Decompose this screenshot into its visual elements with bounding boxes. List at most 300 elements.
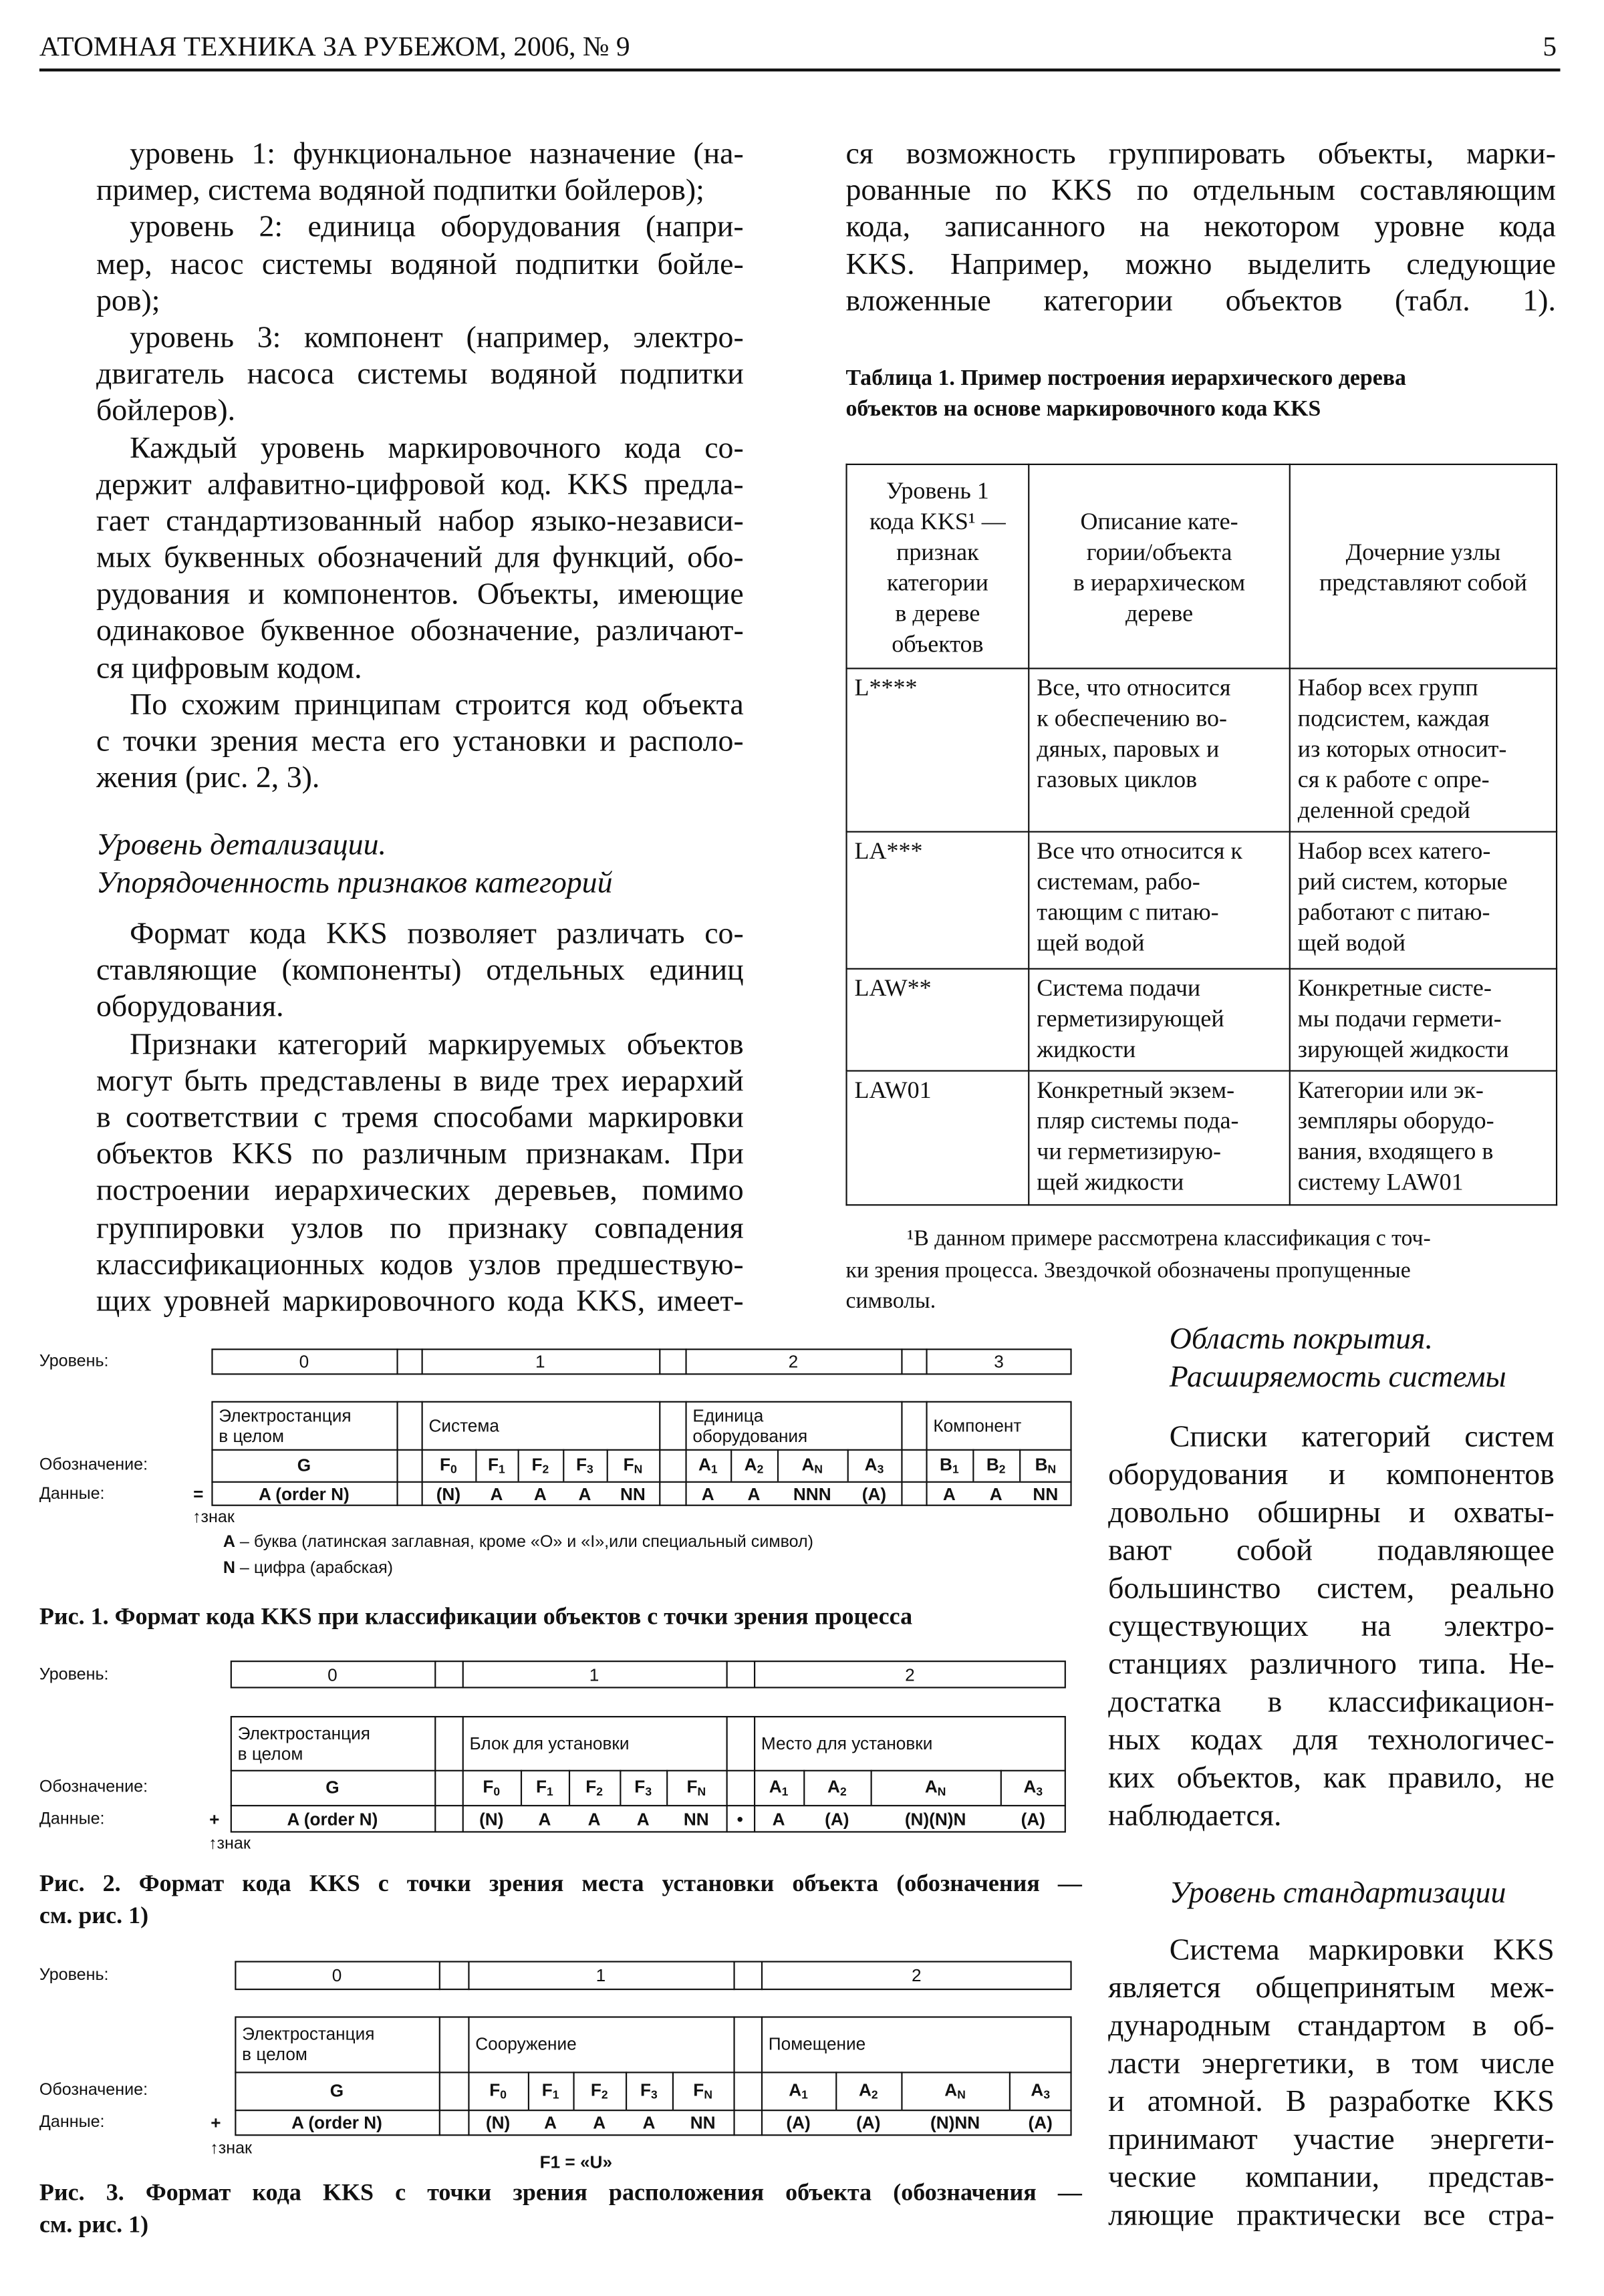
level-number: 1 [589,1664,599,1685]
text-line: рованные по KKS по отдельным составляющим [845,172,1556,208]
designation-symbol [591,2079,608,2102]
cell-divider [468,1961,469,1991]
text-line: уровень 3: компонент (например, электро- [130,319,744,355]
cell-divider [733,1961,734,1991]
cell-divider [396,1348,398,1375]
data-format: NN [1033,1483,1059,1504]
data-format: A (order N) [291,2112,382,2133]
legend-symbol: N [223,1560,235,1578]
data-format: (N) [479,1808,504,1830]
row-divider [231,1805,1066,1806]
cell-divider [439,2016,440,2136]
designation-index: 3 [1036,1785,1043,1799]
designation-index: 2 [998,1463,1006,1477]
sign-note: ↑знак [192,1509,235,1527]
designation-letter: A [744,1454,757,1475]
text-line: в соответствии с тремя способами маркировки [96,1099,744,1135]
group-description: Электростанция в целом [219,1405,352,1446]
cell-divider [761,2016,763,2136]
cell-divider [730,1449,732,1481]
designation-index: 3 [877,1463,884,1477]
text-line: Формат кода KKS позволяет различать со- [130,915,744,951]
designation-index: 0 [493,1785,501,1799]
text-line: мых буквенных обозначений для функций, обо- [96,539,744,575]
text-line: Каждый уровень маркировочного кода со- [130,429,744,464]
data-format: A [701,1483,714,1504]
table-cell: Набор всех катего- рий систем, которые работают с питаю- щей водой [1290,832,1557,969]
designation-letter: A [698,1454,711,1475]
text-line: вложенные категории объектов (табл. 1). [845,282,1556,318]
table-cell: L**** [847,668,1029,831]
designation-index: N [634,1463,643,1477]
text-line: станциях различного типа. Не- [1108,1646,1555,1681]
designation-symbol [483,1777,500,1799]
text-line: с точки зрения места его установки и располо- [96,723,744,758]
heading-line: Упорядоченность признаков категорий [96,864,613,900]
designation-index: 3 [645,1785,652,1799]
page-number: 5 [1543,31,1557,63]
designation-letter: A [789,2079,802,2100]
designation-index: 2 [871,2088,878,2102]
figure-row-label: Данные: [39,2114,105,2132]
figure-caption [39,1868,1082,1932]
designation-index: 0 [500,2088,507,2102]
data-format: A [544,2112,557,2133]
level-number: 1 [535,1351,545,1373]
text-line: мер, насос системы водяной подпитки бойле- [96,245,744,281]
data-format: A (order N) [287,1808,378,1830]
data-format: A [772,1808,785,1830]
caption-line: см. рис. 1) [39,1901,149,1929]
figure-row-label: Данные: [39,1485,105,1503]
designation-symbol [585,1777,603,1799]
designation-symbol [686,1777,706,1799]
designation-symbol [693,2079,712,2102]
designation-symbol [624,1454,643,1476]
cell-divider [926,1348,927,1375]
data-format: A (order N) [259,1483,350,1504]
designation-symbol [1031,2079,1050,2102]
designation-letter: F [590,2079,602,2100]
cell-divider [901,2071,902,2110]
text-line: большинство систем, реально [1108,1570,1555,1606]
cell-divider [422,1401,423,1506]
caption-line: Рис. 1. Формат кода KKS при классификации объектов с точки зрения процесса [39,1602,913,1630]
level-number: 2 [911,1965,922,1986]
table-cell: LAW01 [847,1071,1029,1205]
caption-line: см. рис. 1) [39,2210,149,2239]
text-line: довольно обширны и охваты- [1108,1494,1555,1530]
footnote-line: ¹В данном примере рассмотрена классификация с точ- [907,1226,1431,1251]
designation-index: 1 [547,1785,553,1799]
designation-letter: F [576,1454,587,1475]
level-number: 0 [327,1664,338,1685]
table-cell: Все что относится к системам, рабо- тающим с питаю- щей водой [1029,832,1290,969]
text-line: и атомной. В разработке KKS [1108,2083,1555,2119]
footnote-line: символы. [845,1288,936,1314]
text-line: жения (рис. 2, 3). [96,760,320,795]
designation-index: 3 [1043,2088,1051,2102]
cell-divider [1009,2071,1011,2110]
designation-symbol [634,1777,652,1799]
prefix-sign: + [211,2112,221,2133]
designation-index: N [1047,1463,1057,1477]
table-cell: Система подачи герметизирующей жидкости [1029,969,1290,1071]
text-line: ставляющие (компоненты) отдельных единиц [96,952,744,988]
text-line: пример, система водяной подпитки бойлеров); [96,172,704,208]
text-line: оборудования. [96,989,284,1024]
designation-symbol [489,2079,507,2102]
text-line: ся возможность группировать объекты, марки- [845,135,1556,171]
row-divider [211,1449,1071,1451]
cell-divider [835,2071,837,2110]
cell-divider [871,1770,872,1805]
designation-index: 2 [839,1785,847,1799]
data-format: A [533,1483,547,1504]
cell-divider [659,1348,660,1375]
designation-letter: A [924,1776,938,1798]
prefix-sign: = [193,1483,204,1504]
designation-index: 3 [651,2088,658,2102]
text-line: вают собой подавляющее [1108,1532,1555,1568]
designation-index: 1 [499,1463,505,1477]
cell-divider [1000,1770,1002,1805]
designation-index: 2 [757,1463,764,1477]
designation-symbol [827,1777,847,1799]
text-line: ся цифровым кодом. [96,650,362,685]
cell-divider [422,1348,423,1375]
cell-divider [659,1401,660,1506]
data-format: (A) [825,1808,849,1830]
designation-symbol [542,2079,559,2102]
group-description: Блок для установки [469,1733,630,1753]
designation-letter: F [693,2079,704,2100]
cell-divider [754,1661,755,1688]
designation-letter: A [858,2079,872,2100]
designation-index: 2 [596,1785,603,1799]
level-number: 1 [595,1965,606,1986]
designation-symbol [925,1777,946,1799]
designation-letter: F [440,1454,451,1475]
designation-letter: F [634,1776,646,1798]
designation-letter: A [827,1776,840,1798]
figure-row-label: Данные: [39,1810,105,1828]
level-number: 2 [788,1351,799,1373]
designation-index: 0 [450,1463,457,1477]
legend-symbol: A [223,1534,235,1552]
designation-symbol [325,1777,339,1798]
designation-index: 1 [552,2088,559,2102]
cell-divider [563,1449,564,1481]
data-format: A [578,1483,591,1504]
designation-letter: B [1035,1454,1048,1475]
designation-symbol [640,2079,658,2102]
row-divider [235,2110,1071,2111]
designation-index: N [697,1785,706,1799]
designation-symbol [745,1454,764,1476]
data-format: NN [620,1483,646,1504]
separator-dot: • [737,1808,743,1830]
figure-row-label: Уровень: [39,1665,109,1683]
designation-index: 2 [542,1463,549,1477]
heading-line: Уровень стандартизации [1169,1874,1506,1910]
cell-divider [396,1401,398,1506]
figure-row-label: Обозначение: [39,2082,148,2100]
cell-divider [672,2071,674,2110]
text-line: рудования и компонентов. Объекты, имеющие [96,576,744,611]
designation-index: N [957,2088,966,2102]
designation-letter: F [483,1776,494,1798]
designation-symbol [1023,1777,1043,1799]
designation-letter: A [1031,2079,1044,2100]
text-line: объектов KKS по различным признакам. При [96,1135,744,1171]
cell-divider [569,1770,570,1805]
designation-index: N [814,1463,823,1477]
text-line: ляющие практически все стра- [1108,2196,1555,2233]
cell-divider [754,1716,755,1833]
group-description: Электростанция в целом [237,1722,370,1763]
text-line: двигатель насоса системы водяной подпитки [96,355,744,391]
designation-index: 1 [801,2088,808,2102]
legend-line [223,1560,393,1578]
designation-index: 1 [781,1785,789,1799]
data-format: A [593,2112,606,2133]
text-line: По схожим принципам строится код объекта [130,686,744,722]
table-cell: LAW** [847,969,1029,1071]
designation-index: N [704,2088,712,2102]
designation-letter: F [640,2079,652,2100]
level-number: 0 [299,1351,309,1373]
sign-note: ↑знак [208,1835,251,1854]
table-header-cell: Уровень 1 кода KKS¹ — признак категории в дереве объектов [847,464,1029,668]
data-format: A [636,1808,650,1830]
designation-index: 2 [601,2088,608,2102]
designation-symbol [698,1454,718,1476]
figure-caption [39,2176,1082,2241]
text-line: принимают участие энергети- [1108,2121,1555,2156]
designation-index: 1 [710,1463,718,1477]
cell-divider [761,1961,763,1991]
cell-divider [462,1716,464,1833]
figure-row-label: Уровень: [39,1352,109,1371]
text-line: бойлеров). [96,392,236,428]
figure-caption [39,1601,1082,1633]
data-format: A [942,1483,956,1504]
data-format: (A) [786,2112,811,2133]
designation-symbol [986,1454,1006,1476]
designation-letter: F [686,1776,698,1798]
data-format: A [989,1483,1002,1504]
designation-symbol [859,2079,878,2102]
group-description: Компонент [933,1415,1022,1435]
designation-letter: A [801,1454,815,1475]
cell-divider [475,1449,477,1481]
designation-symbol [944,2079,966,2102]
f1-note: F1 = «U» [539,2152,613,2172]
text-line: группировки узлов по признаку совпадения [96,1209,744,1245]
designation-index: 1 [952,1463,959,1477]
designation-letter: F [541,2079,553,2100]
level-number: 0 [331,1965,342,1986]
level-number: 3 [994,1351,1004,1373]
text-line: щих уровней маркировочного кода KKS, имеет- [96,1282,744,1318]
group-description: Электростанция в целом [242,2023,375,2065]
data-format: A [747,1483,761,1504]
designation-letter: A [769,1776,782,1798]
cell-divider [468,2016,469,2136]
cell-divider [685,1401,686,1506]
text-line: ров); [96,282,160,318]
footnote-line: ки зрения процесса. Звездочкой обозначены пропущенные [845,1257,1411,1282]
designation-letter: F [623,1454,634,1475]
running-header: АТОМНАЯ ТЕХНИКА ЗА РУБЕЖОМ, 2006, № 9 [39,31,630,63]
text-line: уровень 2: единица оборудования (напри- [130,208,744,245]
designation-letter: G [329,2080,344,2101]
text-line: Система маркировки KKS [1169,1931,1555,1967]
group-description: Система [428,1415,499,1435]
designation-symbol [330,2080,344,2101]
text-line: достатка в классификацион- [1108,1683,1555,1719]
designation-symbol [1035,1454,1057,1476]
designation-letter: A [864,1454,878,1475]
table-cell: LA*** [847,832,1029,969]
data-format: A [642,2112,656,2133]
text-line: гает стандартизованный набор языко-независи- [96,503,744,538]
level-number: 2 [905,1664,915,1685]
cell-divider [620,1770,621,1805]
designation-letter: F [488,1454,499,1475]
designation-index: 3 [587,1463,593,1477]
cell-divider [726,1716,728,1833]
data-format: (A) [1028,2112,1053,2133]
data-format: (N)(N)N [904,1808,966,1830]
cell-divider [726,1661,728,1688]
level-bar [235,1961,1071,1991]
text-line: Списки категорий систем [1169,1418,1555,1454]
legend-text: – буква (латинская заглавная, кроме «O» и «I»,или специальный символ) [235,1534,814,1552]
data-format: (N)NN [930,2112,980,2133]
text-line: ческие компании, представ- [1108,2159,1555,2194]
table-cell: Все, что относится к обеспечению во- дяных, паровых и газовых циклов [1029,668,1290,831]
cell-divider [777,1449,779,1481]
designation-symbol [769,1777,789,1799]
heading-line: Расширяемость системы [1169,1358,1506,1394]
table-caption-line: объектов на основе маркировочного кода KKS [845,396,1321,422]
group-description: Помещение [768,2033,866,2055]
group-description: Единица оборудования [692,1405,808,1446]
text-line: кода, записанного на некотором уровне кода [845,208,1556,245]
data-format: NN [690,2112,716,2133]
designation-letter: A [944,2079,958,2100]
legend-line [223,1534,813,1551]
figure-row-label: Обозначение: [39,1456,148,1474]
text-line: уровень 1: функциональное назначение (на- [130,135,744,171]
legend-text: – цифра (арабская) [235,1560,394,1578]
caption-line: Рис. 2. Формат кода KKS с точки зрения места установки объекта (обозначения — [39,1869,1082,1897]
text-line: дународным стандартом в об- [1108,2007,1555,2043]
designation-symbol [297,1455,311,1475]
cell-divider [607,1449,608,1481]
text-line: ных кодах для технологичес- [1108,1721,1555,1757]
designation-symbol [576,1454,593,1476]
data-format: (N) [485,2112,511,2133]
cell-divider [901,1348,902,1375]
cell-divider [1019,1449,1021,1481]
group-description: Место для установки [761,1733,933,1753]
designation-letter: B [940,1454,952,1475]
caption-line: Рис. 3. Формат кода KKS с точки зрения расположения объекта (обозначения — [39,2178,1082,2206]
designation-letter: F [531,1454,543,1475]
designation-symbol [865,1454,884,1476]
cell-divider [573,2071,574,2110]
sign-note: ↑знак [210,2140,253,2158]
cell-divider [666,1770,668,1805]
designation-symbol [536,1777,553,1799]
designation-letter: G [297,1455,311,1475]
text-line: одинаковое буквенное обозначение, различают- [96,613,744,648]
designation-symbol [940,1454,959,1476]
cell-divider [528,2071,529,2110]
designation-letter: A [1023,1776,1037,1798]
cell-divider [847,1449,849,1481]
table-cell: Категории или эк- земпляры оборудо- вания, входящего в систему LAW01 [1290,1071,1557,1205]
designation-letter: F [489,2079,501,2100]
text-line: могут быть представлены в виде трех иерархий [96,1062,744,1098]
designation-letter: G [325,1777,340,1798]
table-header-cell: Дочерние узлы представляют собой [1290,464,1557,668]
cell-divider [901,1401,902,1506]
text-line: является общепринятым меж- [1108,1969,1555,2005]
cell-divider [803,1770,805,1805]
cell-divider [626,2071,627,2110]
data-format: (A) [1021,1808,1045,1830]
cell-divider [685,1348,686,1375]
level-bar [211,1348,1071,1375]
row-divider [211,1481,1071,1483]
prefix-sign: + [209,1808,220,1830]
text-line: наблюдается. [1108,1798,1282,1833]
designation-symbol [488,1454,505,1476]
text-line: держит алфавитно-цифровой код. KKS предла- [96,466,744,501]
text-line: оборудования и компонентов [1108,1456,1555,1491]
row-divider [235,2071,1071,2073]
cell-divider [434,1661,436,1688]
data-format: NNN [793,1483,831,1504]
designation-letter: F [536,1776,547,1798]
table-caption-line: Таблица 1. Пример построения иерархического дерева [845,366,1406,391]
level-bar [231,1661,1066,1688]
data-format: (A) [856,2112,881,2133]
group-description: Сооружение [475,2033,577,2055]
figure-row-label: Обозначение: [39,1778,148,1796]
designation-symbol [801,1454,823,1476]
data-format: A [490,1483,503,1504]
designation-letter: F [585,1776,597,1798]
designation-symbol [531,1454,549,1476]
text-line: классификационных кодов узлов предшествую- [96,1246,744,1282]
cell-divider [972,1449,974,1481]
data-format: NN [683,1808,709,1830]
cell-divider [733,2016,734,2136]
cell-divider [462,1661,464,1688]
table-header-cell: Описание кате- гории/объекта в иерархическом дереве [1029,464,1290,668]
table-cell: Конкретные систе- мы подачи гермети- зирующей жидкости [1290,969,1557,1071]
table-cell: Набор всех групп подсистем, каждая из которых относит- ся к работе с опре- деленной средой [1290,668,1557,831]
cell-divider [521,1770,522,1805]
text-line: Признаки категорий маркируемых объектов [130,1026,744,1061]
data-format: A [587,1808,601,1830]
cell-divider [439,1961,440,1991]
